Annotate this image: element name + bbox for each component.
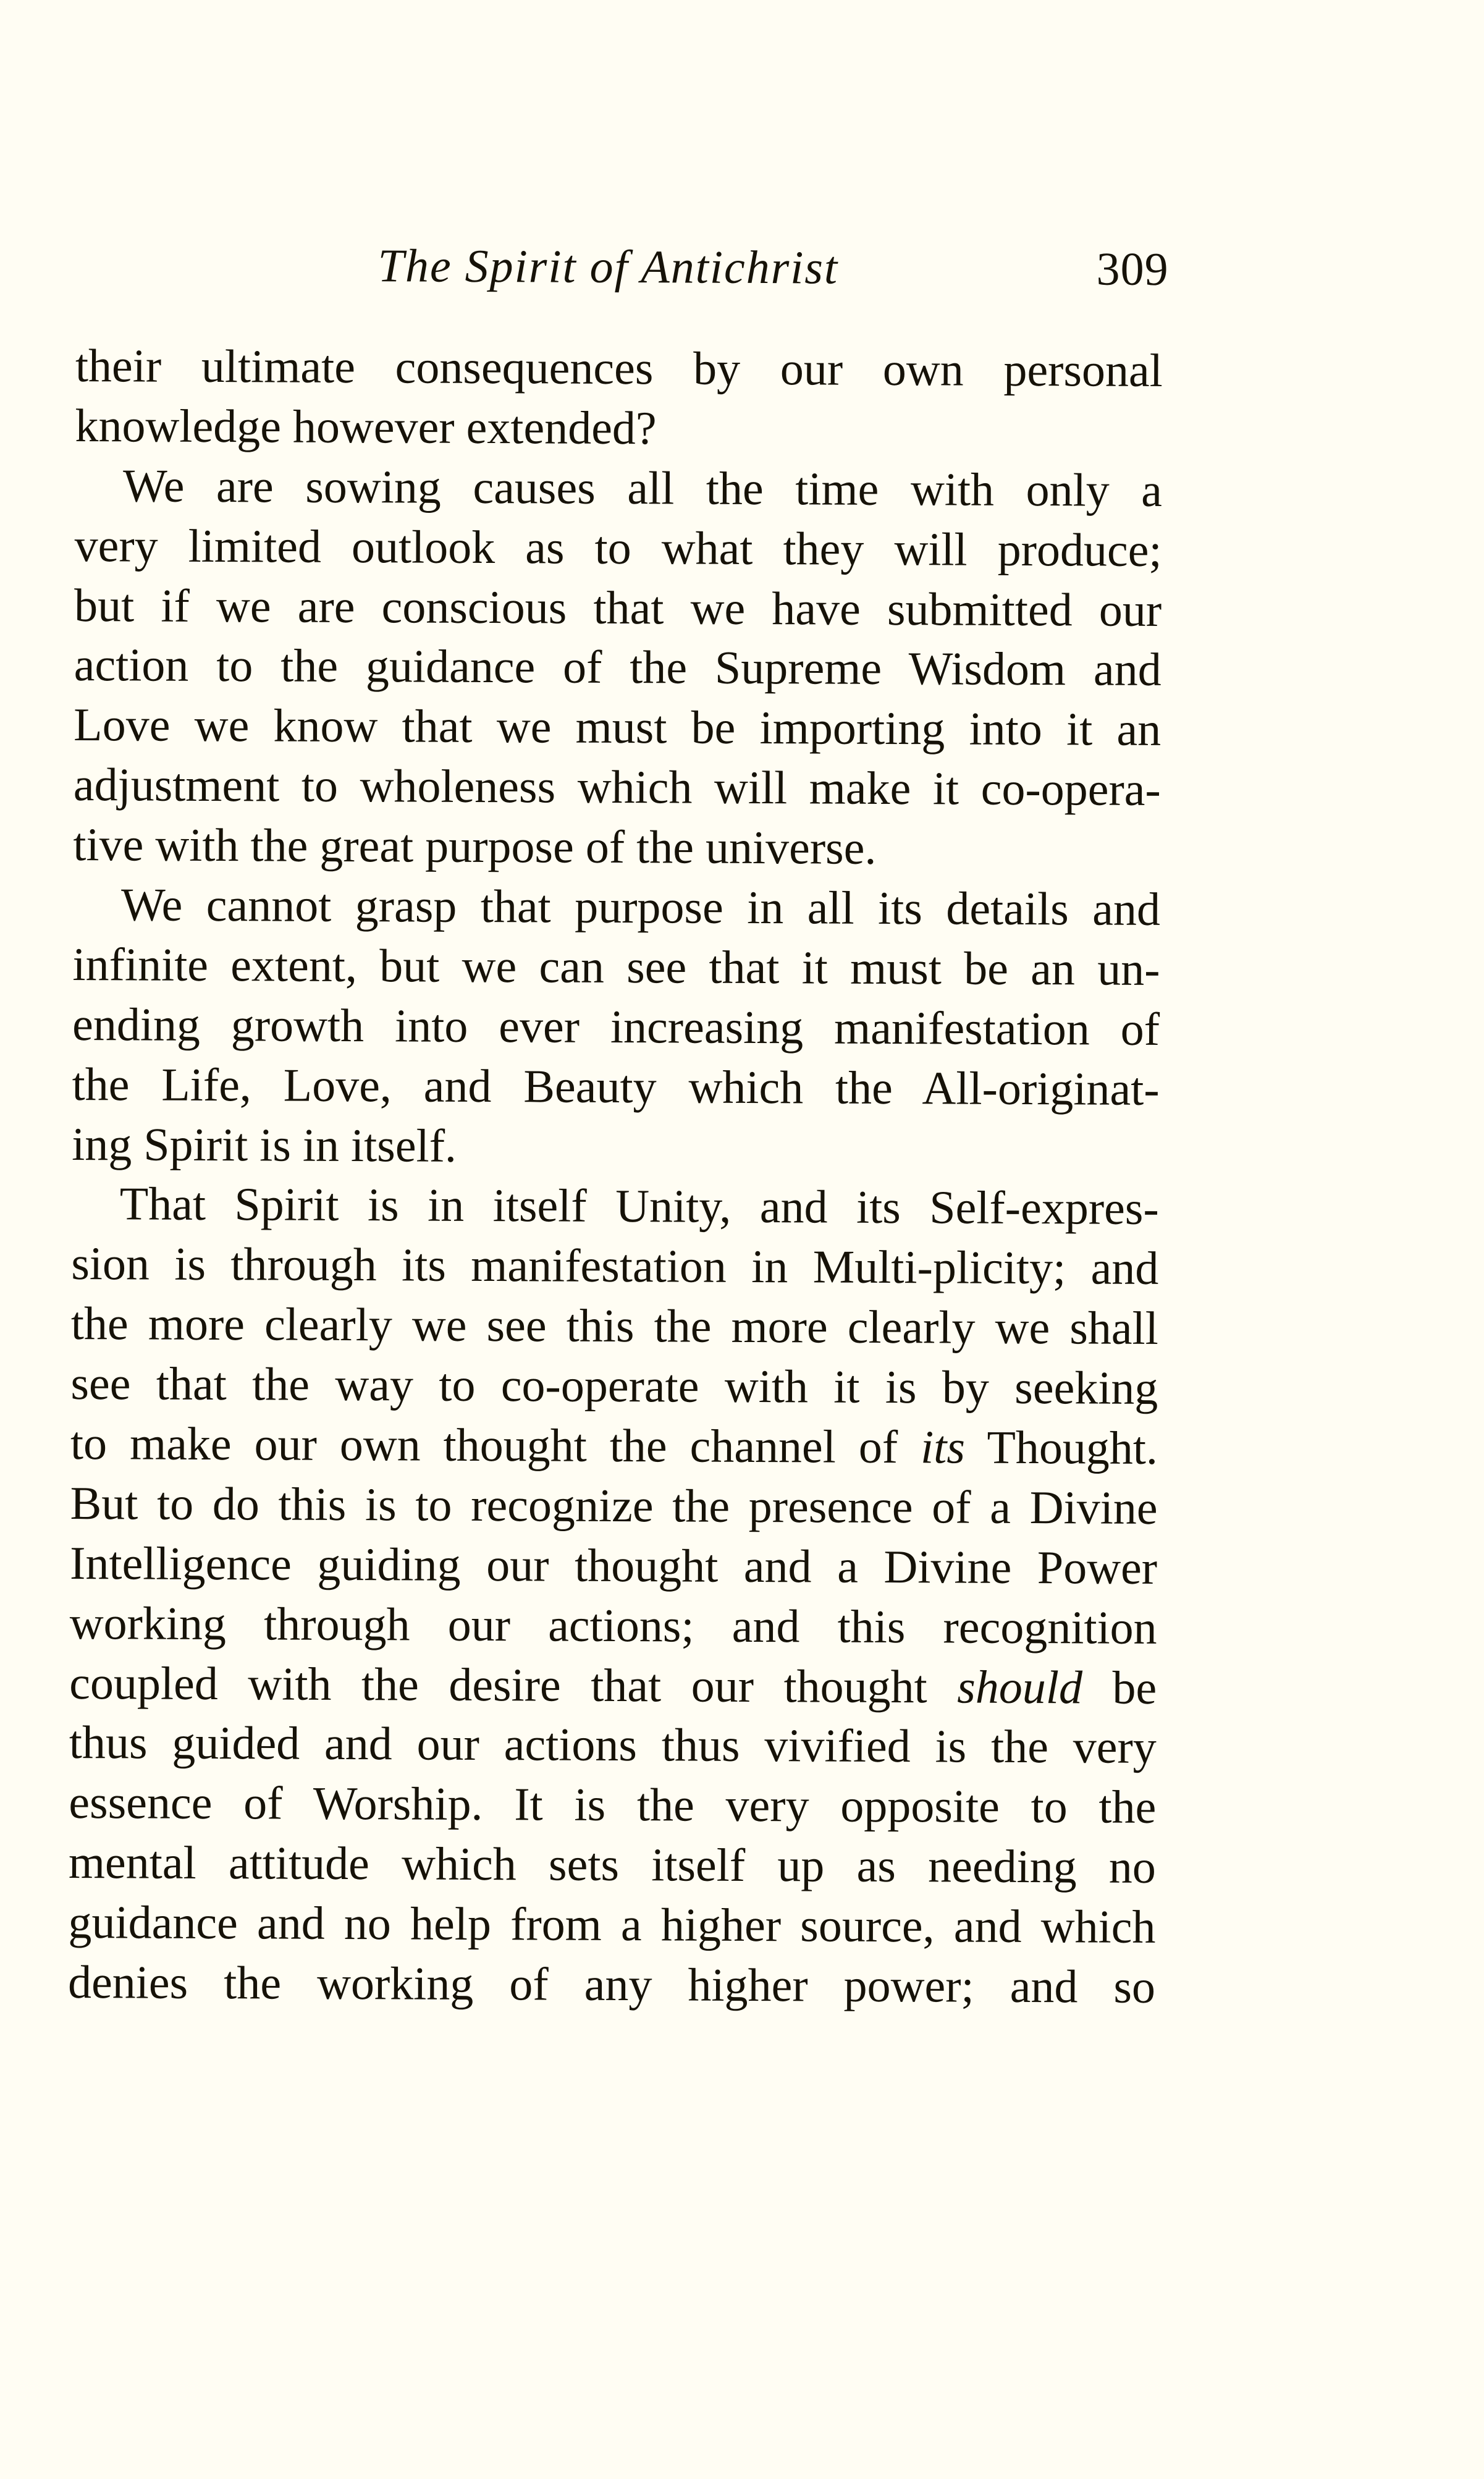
text-line <box>69 1653 1157 1718</box>
text-line: ing Spirit is in itself. <box>72 1118 457 1172</box>
text-line: Love we know that we must be importing into it an <box>74 699 1161 756</box>
text-line: very limited outlook as to what they will produce; <box>74 519 1162 576</box>
text-segment: to make our own thought the channel of <box>70 1417 921 1474</box>
text-line: guidance and no help from a higher source, and which <box>68 1896 1156 1954</box>
text-line: We are sowing causes all the time with only a <box>122 460 1163 517</box>
paragraph <box>72 875 1160 1179</box>
text-line: We cannot grasp that purpose in all its details and <box>120 879 1161 935</box>
text-line: knowledge however extended? <box>75 399 657 455</box>
text-line: their ultimate consequences by our own personal <box>75 340 1163 397</box>
text-line: ending growth into ever increasing manifestation of <box>72 998 1160 1055</box>
running-head <box>4 234 1484 301</box>
italic-emphasis: should <box>957 1661 1083 1714</box>
text-line: the Life, Love, and Beauty which the All-originat- <box>72 1058 1160 1115</box>
text-line: adjustment to wholeness which will make it co-opera- <box>73 759 1161 816</box>
text-line <box>70 1414 1158 1479</box>
text-line: see that the way to co-operate with it is by seeking <box>70 1358 1158 1415</box>
paragraph <box>73 456 1162 880</box>
text-line: essence of Worship. It is the very opposite to the <box>69 1776 1157 1834</box>
text-segment: Thought. <box>964 1421 1158 1475</box>
body-text <box>68 336 1163 2017</box>
text-line: the more clearly we see this the more clearly we shall <box>70 1298 1159 1355</box>
text-segment: be <box>1082 1662 1157 1714</box>
italic-emphasis: its <box>920 1421 966 1474</box>
text-line: working through our actions; and this recognition <box>69 1597 1157 1654</box>
text-line: That Spirit is in itself Unity, and its Self-expres- <box>119 1178 1159 1235</box>
running-title: The Spirit of Antichrist <box>377 240 839 294</box>
text-line: sion is through its manifestation in Multi-plicity; and <box>71 1238 1159 1295</box>
paragraph <box>68 1174 1159 2017</box>
paragraph <box>75 336 1163 461</box>
text-line: mental attitude which sets itself up as needing no <box>68 1836 1157 1894</box>
text-line: thus guided and our actions thus vivified is the very <box>69 1717 1157 1774</box>
text-line: Intelligence guiding our thought and a Divine Power <box>69 1537 1158 1594</box>
text-line: tive with the great purpose of the universe. <box>73 819 877 875</box>
text-line: But to do this is to recognize the presence of a Divine <box>70 1477 1158 1534</box>
text-line: infinite extent, but we can see that it must be an un- <box>72 938 1160 995</box>
text-line: but if we are conscious that we have submitted our <box>74 579 1162 636</box>
text-line: action to the guidance of the Supreme Wisdom and <box>74 639 1161 696</box>
text-line: denies the working of any higher power; and so <box>67 1956 1156 2014</box>
text-segment: coupled with the desire that our thought <box>69 1657 958 1713</box>
page-number: 309 <box>1096 243 1169 296</box>
